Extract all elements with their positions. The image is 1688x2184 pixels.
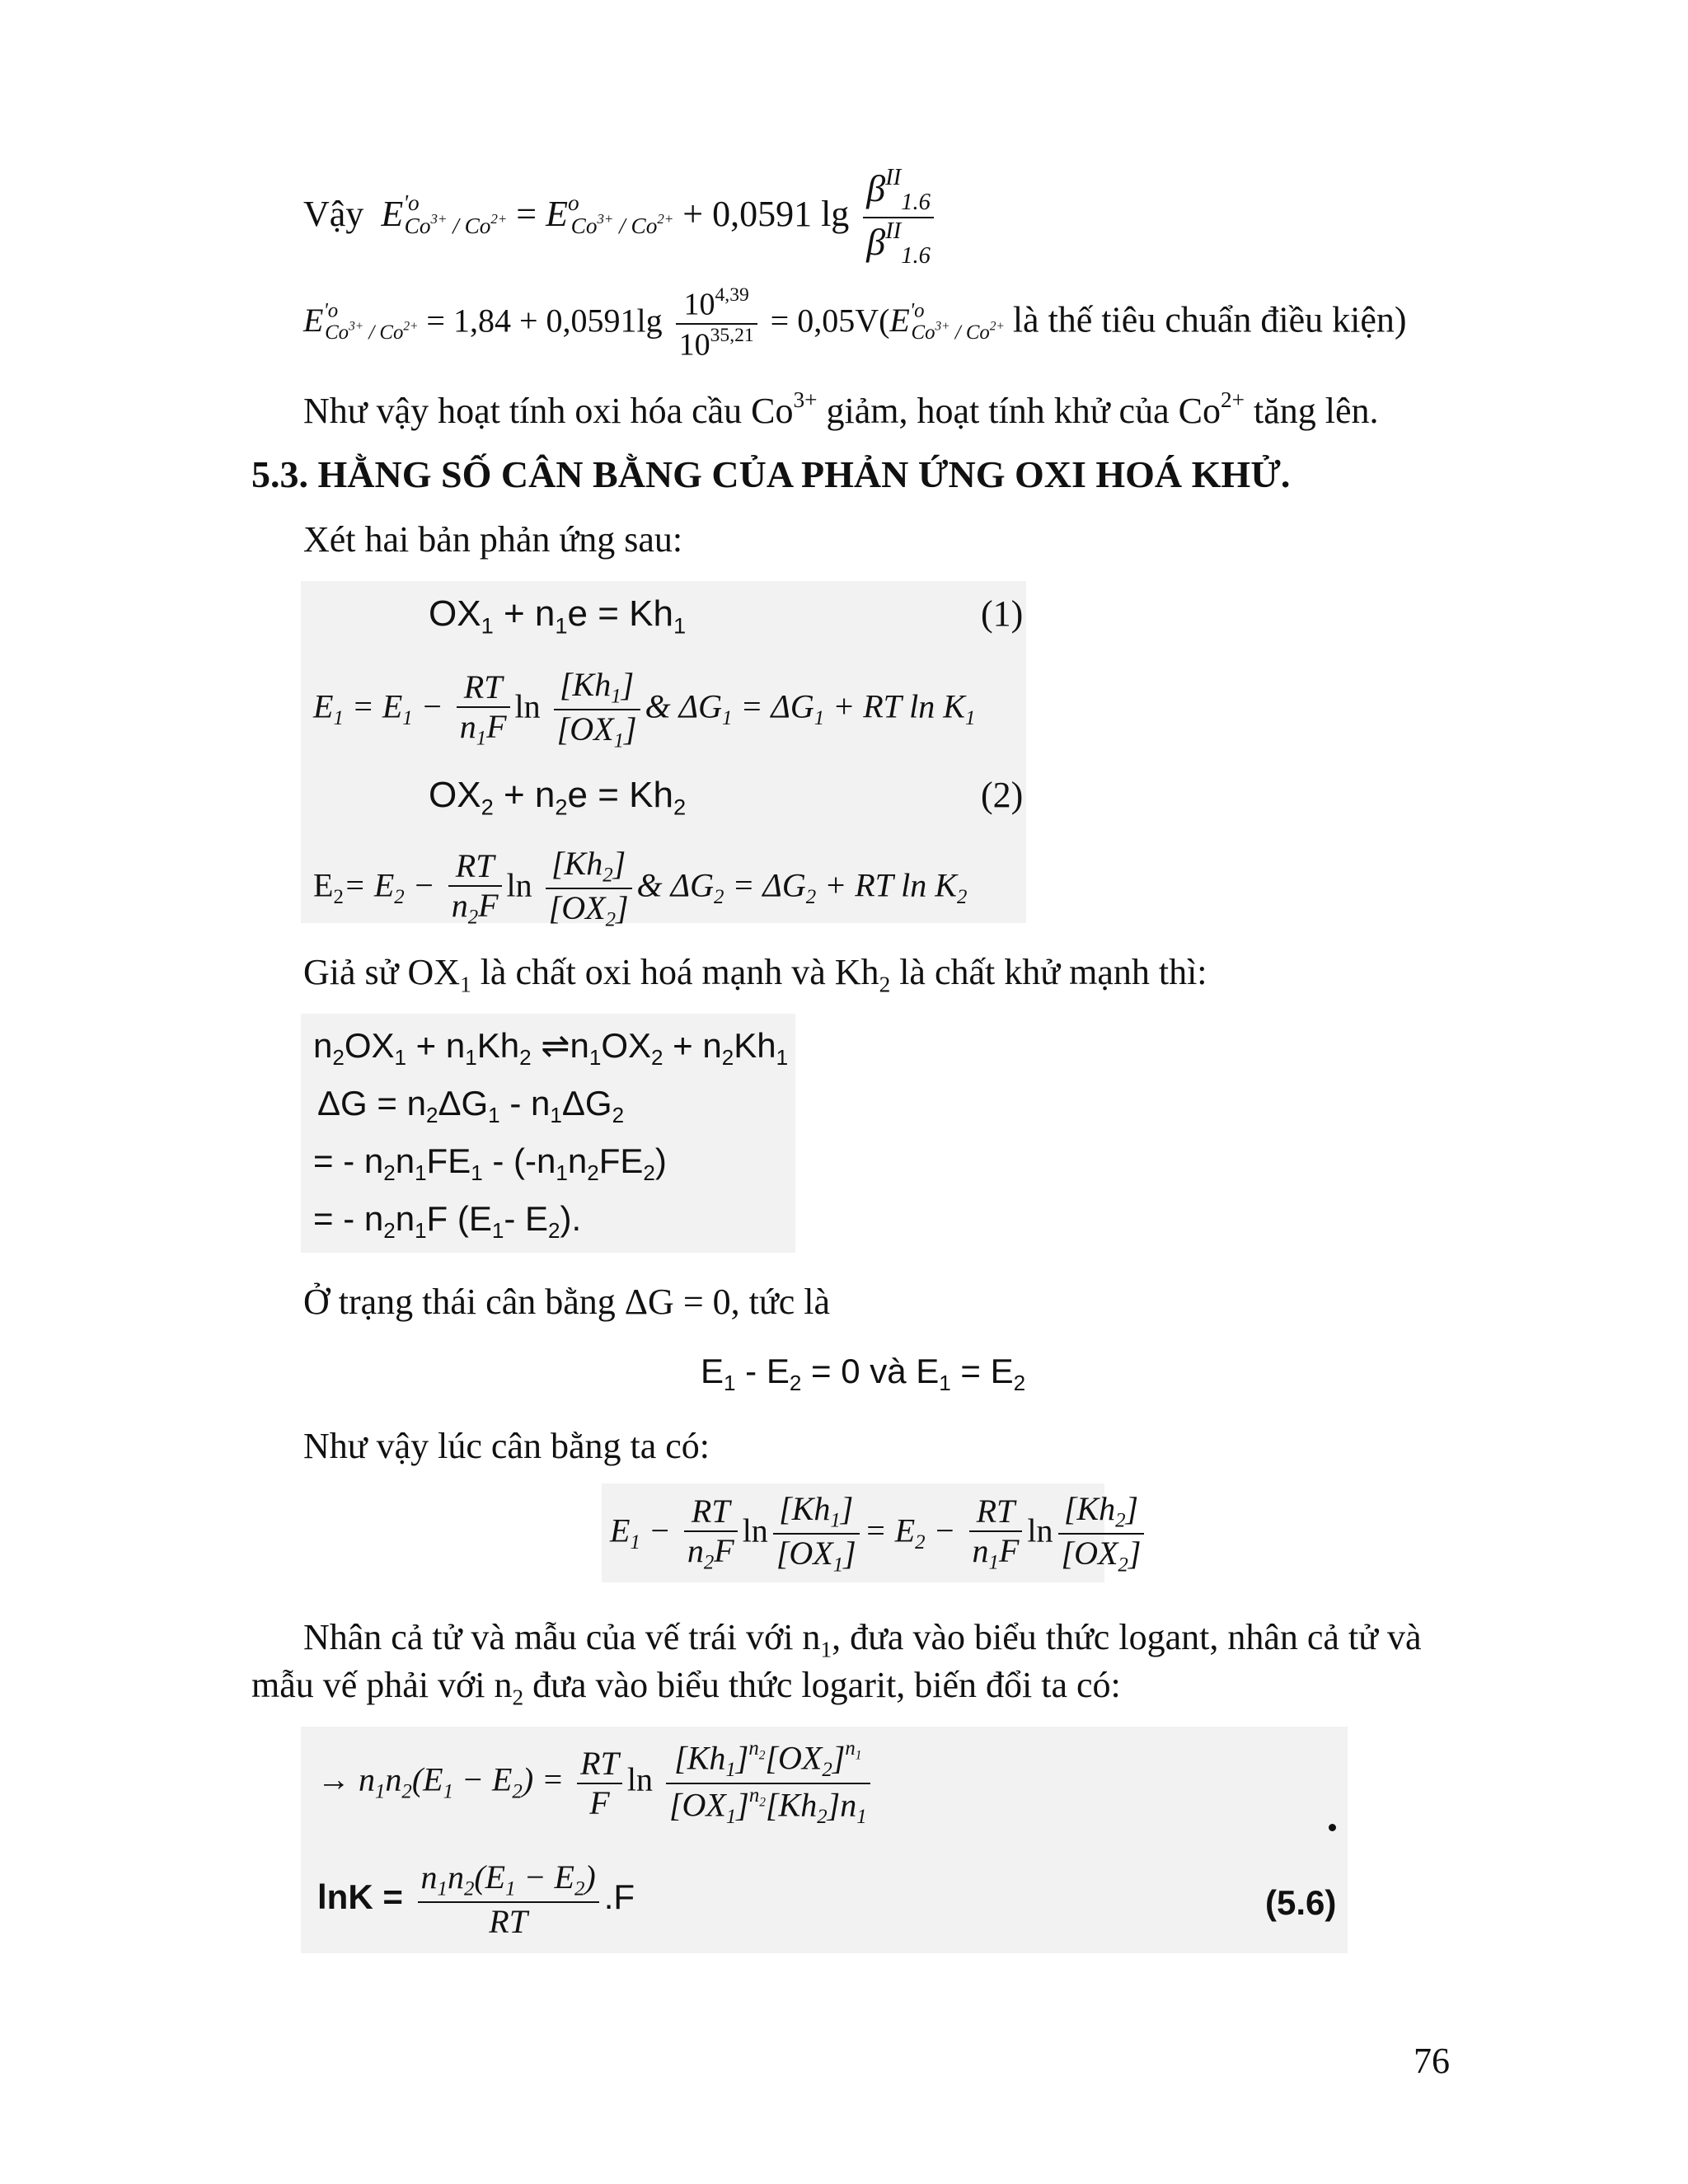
n1-ln: ln bbox=[514, 687, 541, 725]
ef-kh2s: 2 bbox=[1115, 1509, 1126, 1532]
ef-s1: 1 bbox=[630, 1531, 640, 1554]
giasu-a: Giả sử OX bbox=[303, 952, 461, 992]
d-n1s: 1 bbox=[375, 1780, 386, 1803]
d-frac-rt bbox=[577, 1745, 622, 1822]
ov-n1: n bbox=[445, 1026, 466, 1065]
ef-frac1 bbox=[684, 1493, 738, 1575]
n2-dg0sub: 2 bbox=[805, 886, 817, 909]
n1-frac-conc: $\frac{[Kh_1]}{[OX_1]}$ bbox=[554, 666, 640, 753]
d-ln: ln bbox=[626, 1760, 653, 1798]
paragraph-activity bbox=[303, 387, 1379, 433]
fl-c: - E bbox=[504, 1199, 549, 1238]
n1-rtlnk: + RT ln K bbox=[824, 687, 965, 725]
dg-sub2b: 2 bbox=[612, 1103, 625, 1128]
sup-prime-o-3: 'o bbox=[909, 300, 925, 322]
r1-n-sub: 1 bbox=[555, 612, 568, 639]
ef-ln2: ln bbox=[1027, 1511, 1053, 1549]
d-kh2: Kh bbox=[778, 1785, 818, 1823]
dg-sub2: 2 bbox=[425, 1103, 438, 1128]
formula-value bbox=[303, 284, 1407, 363]
d-ox2s: 2 bbox=[822, 1759, 832, 1782]
nh2-b: đưa vào biểu thức logarit, biến đổi ta có: bbox=[523, 1665, 1121, 1705]
ov-n2sub: 2 bbox=[332, 1045, 345, 1071]
fe-s5: 2 bbox=[587, 1160, 599, 1186]
ov-n1b: n bbox=[570, 1026, 589, 1065]
equilibrium-intro: Như vậy lúc cân bằng ta có: bbox=[303, 1426, 710, 1466]
final-delta-line bbox=[313, 1199, 581, 1244]
reaction-1 bbox=[429, 593, 686, 639]
fe-a: = - n bbox=[313, 1141, 384, 1180]
ee-b: - E bbox=[735, 1352, 790, 1390]
ov-n1sub: 1 bbox=[465, 1045, 477, 1071]
intro-line: Xét hai bản phản ứng sau: bbox=[303, 519, 683, 560]
giasu-c: là chất khử mạnh thì: bbox=[890, 952, 1207, 992]
fe-s1: 2 bbox=[383, 1160, 396, 1186]
n2-frac-conc: $\frac{[Kh_2]}{[OX_2]}$ bbox=[546, 845, 632, 932]
ef-ln1: ln bbox=[742, 1511, 768, 1549]
ef-E1: E bbox=[610, 1511, 631, 1549]
section-heading: 5.3. HẰNG SỐ CÂN BẰNG CỦA PHẢN ỨNG OXI HOÁ KHỬ. bbox=[251, 453, 1291, 495]
ef-kh2: Kh bbox=[1076, 1490, 1116, 1527]
ov-kh1sub: 1 bbox=[776, 1045, 789, 1071]
k-rt: RT bbox=[489, 1903, 528, 1941]
n1-khsub: 1 bbox=[611, 685, 621, 708]
sup-prime-o-2: 'o bbox=[323, 300, 339, 322]
ov-kh1: Kh bbox=[734, 1026, 776, 1065]
d-F: F bbox=[589, 1783, 610, 1821]
fe-n2: n bbox=[567, 1141, 588, 1180]
n1-nsub: 1 bbox=[476, 727, 487, 750]
couple-co-3: Co bbox=[325, 321, 349, 344]
n2-sub: 2 bbox=[333, 886, 344, 909]
r1-kh-sub: 1 bbox=[673, 612, 687, 639]
r1-ox: OX bbox=[429, 593, 481, 634]
ov-kh2sub: 2 bbox=[519, 1045, 532, 1071]
nh2-s: 2 bbox=[512, 1685, 524, 1710]
ef-kh1: Kh bbox=[791, 1490, 831, 1527]
d-E2s: 2 bbox=[512, 1780, 523, 1803]
symbol-E-2: E bbox=[546, 193, 568, 234]
page-number: 76 bbox=[1414, 2041, 1450, 2081]
ov-ox1: OX bbox=[344, 1026, 395, 1065]
n1-sub0: 1 bbox=[402, 707, 413, 730]
ef-ox2s: 2 bbox=[1118, 1554, 1128, 1577]
multiply-line-2 bbox=[251, 1665, 1121, 1711]
ef-n1: n bbox=[972, 1532, 989, 1570]
ov-n2bsub: 2 bbox=[721, 1045, 734, 1071]
ov-ox2sub: 2 bbox=[651, 1045, 663, 1071]
label-2: (2) bbox=[981, 775, 1024, 815]
ef-ox2: OX bbox=[1074, 1535, 1118, 1572]
equilibrium-formula: $E_1$ − $\frac{RT}{n_2F}$ ln $\frac{[Kh_1]}{[OX_1]}$ = $E_2$ − $\frac{RT}{n_1F}$ ln $\frac{[Kh_2]}{[OX_2]}$ bbox=[610, 1490, 1149, 1577]
k-n2: n bbox=[447, 1858, 464, 1896]
d-exp-n2 bbox=[748, 1737, 766, 1763]
r2-kh-sub: 2 bbox=[673, 794, 687, 820]
equals-sign: = bbox=[516, 193, 546, 234]
reaction-2 bbox=[429, 775, 686, 820]
r2-ox: OX bbox=[429, 775, 481, 815]
n2-ox: OX bbox=[561, 889, 606, 927]
ef-ox1: OX bbox=[789, 1535, 833, 1572]
d-kh1s: 1 bbox=[725, 1759, 736, 1782]
power-fraction bbox=[676, 284, 757, 363]
n1-ksub: 1 bbox=[964, 707, 976, 730]
d-ox1: OX bbox=[682, 1785, 726, 1823]
k-n2s: 2 bbox=[463, 1877, 475, 1900]
fl-s3: 1 bbox=[491, 1218, 504, 1244]
num-exp: 4,39 bbox=[715, 284, 749, 306]
e-equal-line bbox=[701, 1352, 1025, 1396]
activity-c: tăng lên. bbox=[1244, 391, 1379, 432]
overall-reaction: $n_2OX_1 + n_1Kh_2$ $\rightleftharpoons n_1OX_2 + n_2Kh_1$ bbox=[313, 1026, 789, 1071]
charge-2c: 2+ bbox=[403, 319, 419, 334]
n2-rt: RT bbox=[448, 847, 502, 887]
n1-sub: 1 bbox=[333, 707, 344, 730]
fe-s2: 1 bbox=[415, 1160, 427, 1186]
fl-b: F (E bbox=[426, 1199, 492, 1238]
d-n1: n bbox=[359, 1760, 375, 1798]
d-kh2s: 2 bbox=[817, 1805, 828, 1828]
nh1-b: , đưa vào biểu thức logant, nhân cả tử và bbox=[832, 1617, 1422, 1657]
k-E1: E bbox=[485, 1858, 506, 1896]
symbol-E-3: E bbox=[303, 302, 324, 340]
ef-rt2: RT bbox=[969, 1493, 1023, 1532]
sup-o: o bbox=[568, 190, 579, 215]
plus-log: + 0,0591 lg bbox=[682, 193, 859, 234]
beta-den-sub: 1.6 bbox=[901, 242, 931, 269]
n1-E: E bbox=[313, 687, 334, 725]
dg-c: - n bbox=[499, 1084, 551, 1122]
r2-n-sub: 2 bbox=[555, 794, 568, 820]
dg-b: ΔG bbox=[438, 1084, 489, 1122]
ee-s4: 2 bbox=[1013, 1371, 1026, 1396]
n2-ln: ln bbox=[506, 866, 532, 904]
n1-F: F bbox=[486, 708, 507, 746]
ee-a: E bbox=[701, 1352, 724, 1390]
ef-n1s: 1 bbox=[988, 1551, 999, 1574]
charge-2d: 2+ bbox=[989, 319, 1005, 334]
implies-arrow-icon: → bbox=[317, 1760, 350, 1798]
fe-c: - (-n bbox=[482, 1141, 556, 1180]
charge-2: 2+ bbox=[490, 211, 508, 227]
ef-frac2 bbox=[969, 1493, 1023, 1575]
r2-sub: 2 bbox=[481, 794, 494, 820]
r2-plus: + n bbox=[493, 775, 556, 815]
d-den-n1s: 1 bbox=[856, 1805, 867, 1828]
d-n2: n bbox=[385, 1760, 402, 1798]
r1-plus: + n bbox=[493, 593, 556, 634]
charge-3d: 3+ bbox=[935, 319, 950, 334]
assumption-line bbox=[303, 952, 1207, 998]
nh1-a: Nhân cả tử và mẫu của vế trái với n bbox=[303, 1617, 821, 1657]
n2-oxsub: 2 bbox=[605, 908, 616, 931]
ov-ox2: OX bbox=[601, 1026, 651, 1065]
nernst-1: $E_1 = E_1$ − $\frac{RT}{n_1F}$ ln $\frac{[Kh_1]}{[OX_1]}$ & $\Delta G_1 = \Delta G_1$ + RT $\ln K_1$ bbox=[313, 666, 976, 752]
ee-c: = 0 và E bbox=[801, 1352, 940, 1390]
equilibrium-statement: Ở trạng thái cân bằng ΔG = 0, tức là bbox=[303, 1282, 830, 1322]
n2-sub0: 2 bbox=[394, 886, 405, 909]
k-n1s: 1 bbox=[437, 1877, 448, 1900]
sup-prime-o: 'o bbox=[403, 190, 420, 215]
dg-sub1: 1 bbox=[488, 1103, 500, 1128]
giasu-sub2: 2 bbox=[879, 972, 891, 997]
lnk-label: lnK = bbox=[317, 1877, 413, 1917]
fl-n: n bbox=[395, 1199, 415, 1238]
equation-number: (5.6) bbox=[1265, 1883, 1337, 1922]
d-den-n1: n bbox=[840, 1785, 857, 1823]
couple-slash: / Co bbox=[447, 213, 491, 239]
n1-oxsub: 1 bbox=[613, 729, 624, 752]
r1-sub: 1 bbox=[481, 612, 494, 639]
beta-fraction bbox=[863, 165, 934, 269]
d-rt: RT bbox=[577, 1745, 622, 1784]
couple-co-2: Co bbox=[570, 213, 598, 239]
r1-e: e = Kh bbox=[567, 593, 673, 634]
dg-d: ΔG bbox=[561, 1084, 612, 1122]
k-E2: E bbox=[554, 1858, 574, 1896]
n2-E0: E bbox=[373, 866, 395, 904]
n1-dg0: = ΔG bbox=[732, 687, 814, 725]
multiply-line-1 bbox=[303, 1617, 1422, 1663]
fl-d: ). bbox=[560, 1199, 582, 1238]
n1-ox: OX bbox=[570, 710, 614, 748]
charge-3: 3+ bbox=[430, 211, 448, 227]
ef-rt1: RT bbox=[684, 1493, 738, 1532]
d-kh1: Kh bbox=[687, 1739, 726, 1777]
ov-n2b: n bbox=[702, 1026, 722, 1065]
dg-a: ΔG = n bbox=[317, 1084, 426, 1122]
activity-b: giảm, hoạt tính khử của Co bbox=[817, 391, 1221, 432]
k-E1s: 1 bbox=[505, 1877, 516, 1900]
stray-dot bbox=[1329, 1824, 1336, 1831]
beta-den: β bbox=[866, 220, 886, 263]
value-result: = 0,05V( bbox=[770, 302, 890, 340]
nh1-s: 1 bbox=[820, 1637, 832, 1662]
den-ten: 10 bbox=[678, 327, 710, 363]
d-exp-n2bs: 2 bbox=[759, 1794, 766, 1809]
nh2-a: mẫu vế phải với n bbox=[251, 1665, 513, 1705]
ee-s1: 1 bbox=[724, 1371, 736, 1396]
activity-sup2: 2+ bbox=[1220, 387, 1245, 412]
nernst-2: $E_2= E_2$ − $\frac{RT}{n_2F}$ ln $\frac{[Kh_2]}{[OX_2]}$ & $\Delta G_2 = \Delta G_2$ + RT $\ln K_2$ bbox=[313, 845, 968, 931]
d-E1: E bbox=[423, 1760, 443, 1798]
fe-n: n bbox=[395, 1141, 415, 1180]
n1-kh: Kh bbox=[572, 666, 612, 703]
fe-b: FE bbox=[426, 1141, 471, 1180]
couple-slash-2: / Co bbox=[613, 213, 658, 239]
n2-khsub: 2 bbox=[603, 864, 613, 887]
n2-nsub: 2 bbox=[467, 906, 479, 929]
dg-sub1b: 1 bbox=[550, 1103, 562, 1128]
beta-num-sub: 1.6 bbox=[901, 189, 931, 215]
d-exp-n2ba: n bbox=[748, 1783, 760, 1807]
d-n2s: 2 bbox=[401, 1780, 412, 1803]
ef-kh1s: 1 bbox=[830, 1509, 841, 1532]
ov-ox1sub: 1 bbox=[394, 1045, 407, 1071]
fl-s1: 2 bbox=[383, 1218, 396, 1244]
lnk-frac: $\frac{n_1n_2(E_1 - E_2)}{RT}$ bbox=[418, 1858, 599, 1941]
d-ox1s: 1 bbox=[725, 1805, 737, 1828]
n2-E: E bbox=[313, 866, 334, 904]
lnk-dotF: .F bbox=[603, 1877, 635, 1917]
n1-dg0sub: 1 bbox=[814, 707, 825, 730]
formula-vay bbox=[303, 165, 939, 269]
beta-den-sup: II bbox=[885, 218, 902, 244]
couple-slash-4: / Co bbox=[950, 321, 990, 344]
activity-sup3: 3+ bbox=[793, 387, 818, 412]
d-exp-n2a: n bbox=[748, 1737, 759, 1760]
ov-n2: n bbox=[313, 1026, 333, 1065]
d-exp-n1 bbox=[845, 1737, 862, 1763]
d-exp-n1s: 1 bbox=[855, 1748, 862, 1763]
n2-kh: Kh bbox=[564, 845, 603, 882]
n2-frac-rt bbox=[448, 847, 502, 930]
charge-2b: 2+ bbox=[657, 211, 674, 227]
couple-slash-3: / Co bbox=[363, 321, 404, 344]
d-conc: $\frac{[Kh_1]^{n_2}[OX_2]^{n_1}}{[OX_1]^{n_2}[Kh_2]n_1}$ bbox=[666, 1737, 870, 1829]
label-1: (1) bbox=[981, 593, 1024, 634]
ee-s3: 1 bbox=[939, 1371, 951, 1396]
k-E2s: 2 bbox=[574, 1877, 585, 1900]
k-n1: n bbox=[420, 1858, 438, 1896]
n1-rt: RT bbox=[457, 668, 510, 708]
activity-a: Như vậy hoạt tính oxi hóa cầu Co bbox=[303, 391, 794, 432]
fe-s3: 1 bbox=[471, 1160, 483, 1186]
giasu-b: là chất oxi hoá mạnh và Kh bbox=[471, 952, 879, 992]
couple-co-4: Co bbox=[911, 321, 935, 344]
value-eq: = 1,84 + 0,0591lg bbox=[426, 302, 663, 340]
ef-F1: F bbox=[714, 1532, 734, 1570]
n2-n: n bbox=[451, 887, 468, 925]
n2-ksub: 2 bbox=[956, 886, 968, 909]
d-E2: E bbox=[491, 1760, 513, 1798]
charge-3b: 3+ bbox=[597, 211, 614, 227]
beta-num: β bbox=[866, 166, 886, 209]
n1-dgsub: 1 bbox=[722, 707, 733, 730]
couple-co: Co bbox=[404, 213, 431, 239]
num-ten: 10 bbox=[683, 287, 715, 322]
d-exp-n2s: 2 bbox=[758, 1748, 766, 1763]
n2-dgsub: 2 bbox=[714, 886, 724, 909]
den-exp: 35,21 bbox=[710, 325, 754, 347]
fe-s6: 2 bbox=[643, 1160, 655, 1186]
ee-d: = E bbox=[950, 1352, 1014, 1390]
n2-amp: & ΔG bbox=[636, 866, 715, 904]
ef-ox1s: 1 bbox=[832, 1554, 844, 1577]
ef-s2: 2 bbox=[915, 1531, 926, 1554]
equilibrium-arrow-icon: ⇌ bbox=[541, 1026, 570, 1065]
fl-s2: 1 bbox=[415, 1218, 427, 1244]
n1-E0: E bbox=[382, 687, 403, 725]
n2-rtlnk: + RT ln K bbox=[816, 866, 957, 904]
giasu-sub1: 1 bbox=[460, 972, 471, 997]
n2-dg0: = ΔG bbox=[724, 866, 806, 904]
n1-n: n bbox=[459, 708, 476, 746]
ee-s2: 2 bbox=[789, 1371, 802, 1396]
d-E1s: 1 bbox=[443, 1780, 453, 1803]
fe-d: FE bbox=[598, 1141, 644, 1180]
derivation-formula: → $n_1n_2(E_1 - E_2)$ = $\frac{RT}{F}$ ln $\frac{[Kh_1]^{n_2}[OX_2]^{n_1}}{[OX_1]^{n_2}[Kh_2]n_1}$ bbox=[317, 1737, 875, 1829]
symbol-E-4: E bbox=[889, 302, 910, 340]
r2-e: e = Kh bbox=[567, 775, 673, 815]
n1-frac-rt bbox=[457, 668, 510, 751]
fe-e: ) bbox=[654, 1141, 667, 1180]
word-vay: Vậy bbox=[303, 193, 364, 234]
fe-s4: 1 bbox=[556, 1160, 568, 1186]
d-ox2: OX bbox=[778, 1739, 823, 1777]
charge-3c: 3+ bbox=[349, 319, 364, 334]
value-tail: là thế tiêu chuẩn điều kiện) bbox=[1012, 299, 1407, 340]
ef-conc1: $\frac{[Kh_1]}{[OX_1]}$ bbox=[773, 1490, 860, 1577]
fl-s4: 2 bbox=[548, 1218, 560, 1244]
fl-a: = - n bbox=[313, 1199, 384, 1238]
d-exp-n2b bbox=[749, 1784, 766, 1807]
beta-num-sup: II bbox=[885, 165, 902, 190]
delta-g-line bbox=[317, 1084, 624, 1128]
ef-n2: n bbox=[687, 1532, 704, 1570]
fe-line bbox=[313, 1141, 667, 1186]
n2-F: F bbox=[478, 887, 499, 925]
ov-kh2: Kh bbox=[476, 1026, 520, 1065]
ov-n1bsub: 1 bbox=[588, 1045, 602, 1071]
lnk-formula bbox=[317, 1858, 635, 1941]
ef-E2: E bbox=[894, 1511, 916, 1549]
ef-F2: F bbox=[998, 1532, 1020, 1570]
d-exp-n1a: n bbox=[845, 1737, 856, 1760]
ef-conc2: $\frac{[Kh_2]}{[OX_2]}$ bbox=[1058, 1490, 1145, 1577]
n1-amp: & ΔG bbox=[645, 687, 723, 725]
symbol-E: E bbox=[381, 193, 404, 234]
ef-n2s: 2 bbox=[703, 1551, 715, 1574]
